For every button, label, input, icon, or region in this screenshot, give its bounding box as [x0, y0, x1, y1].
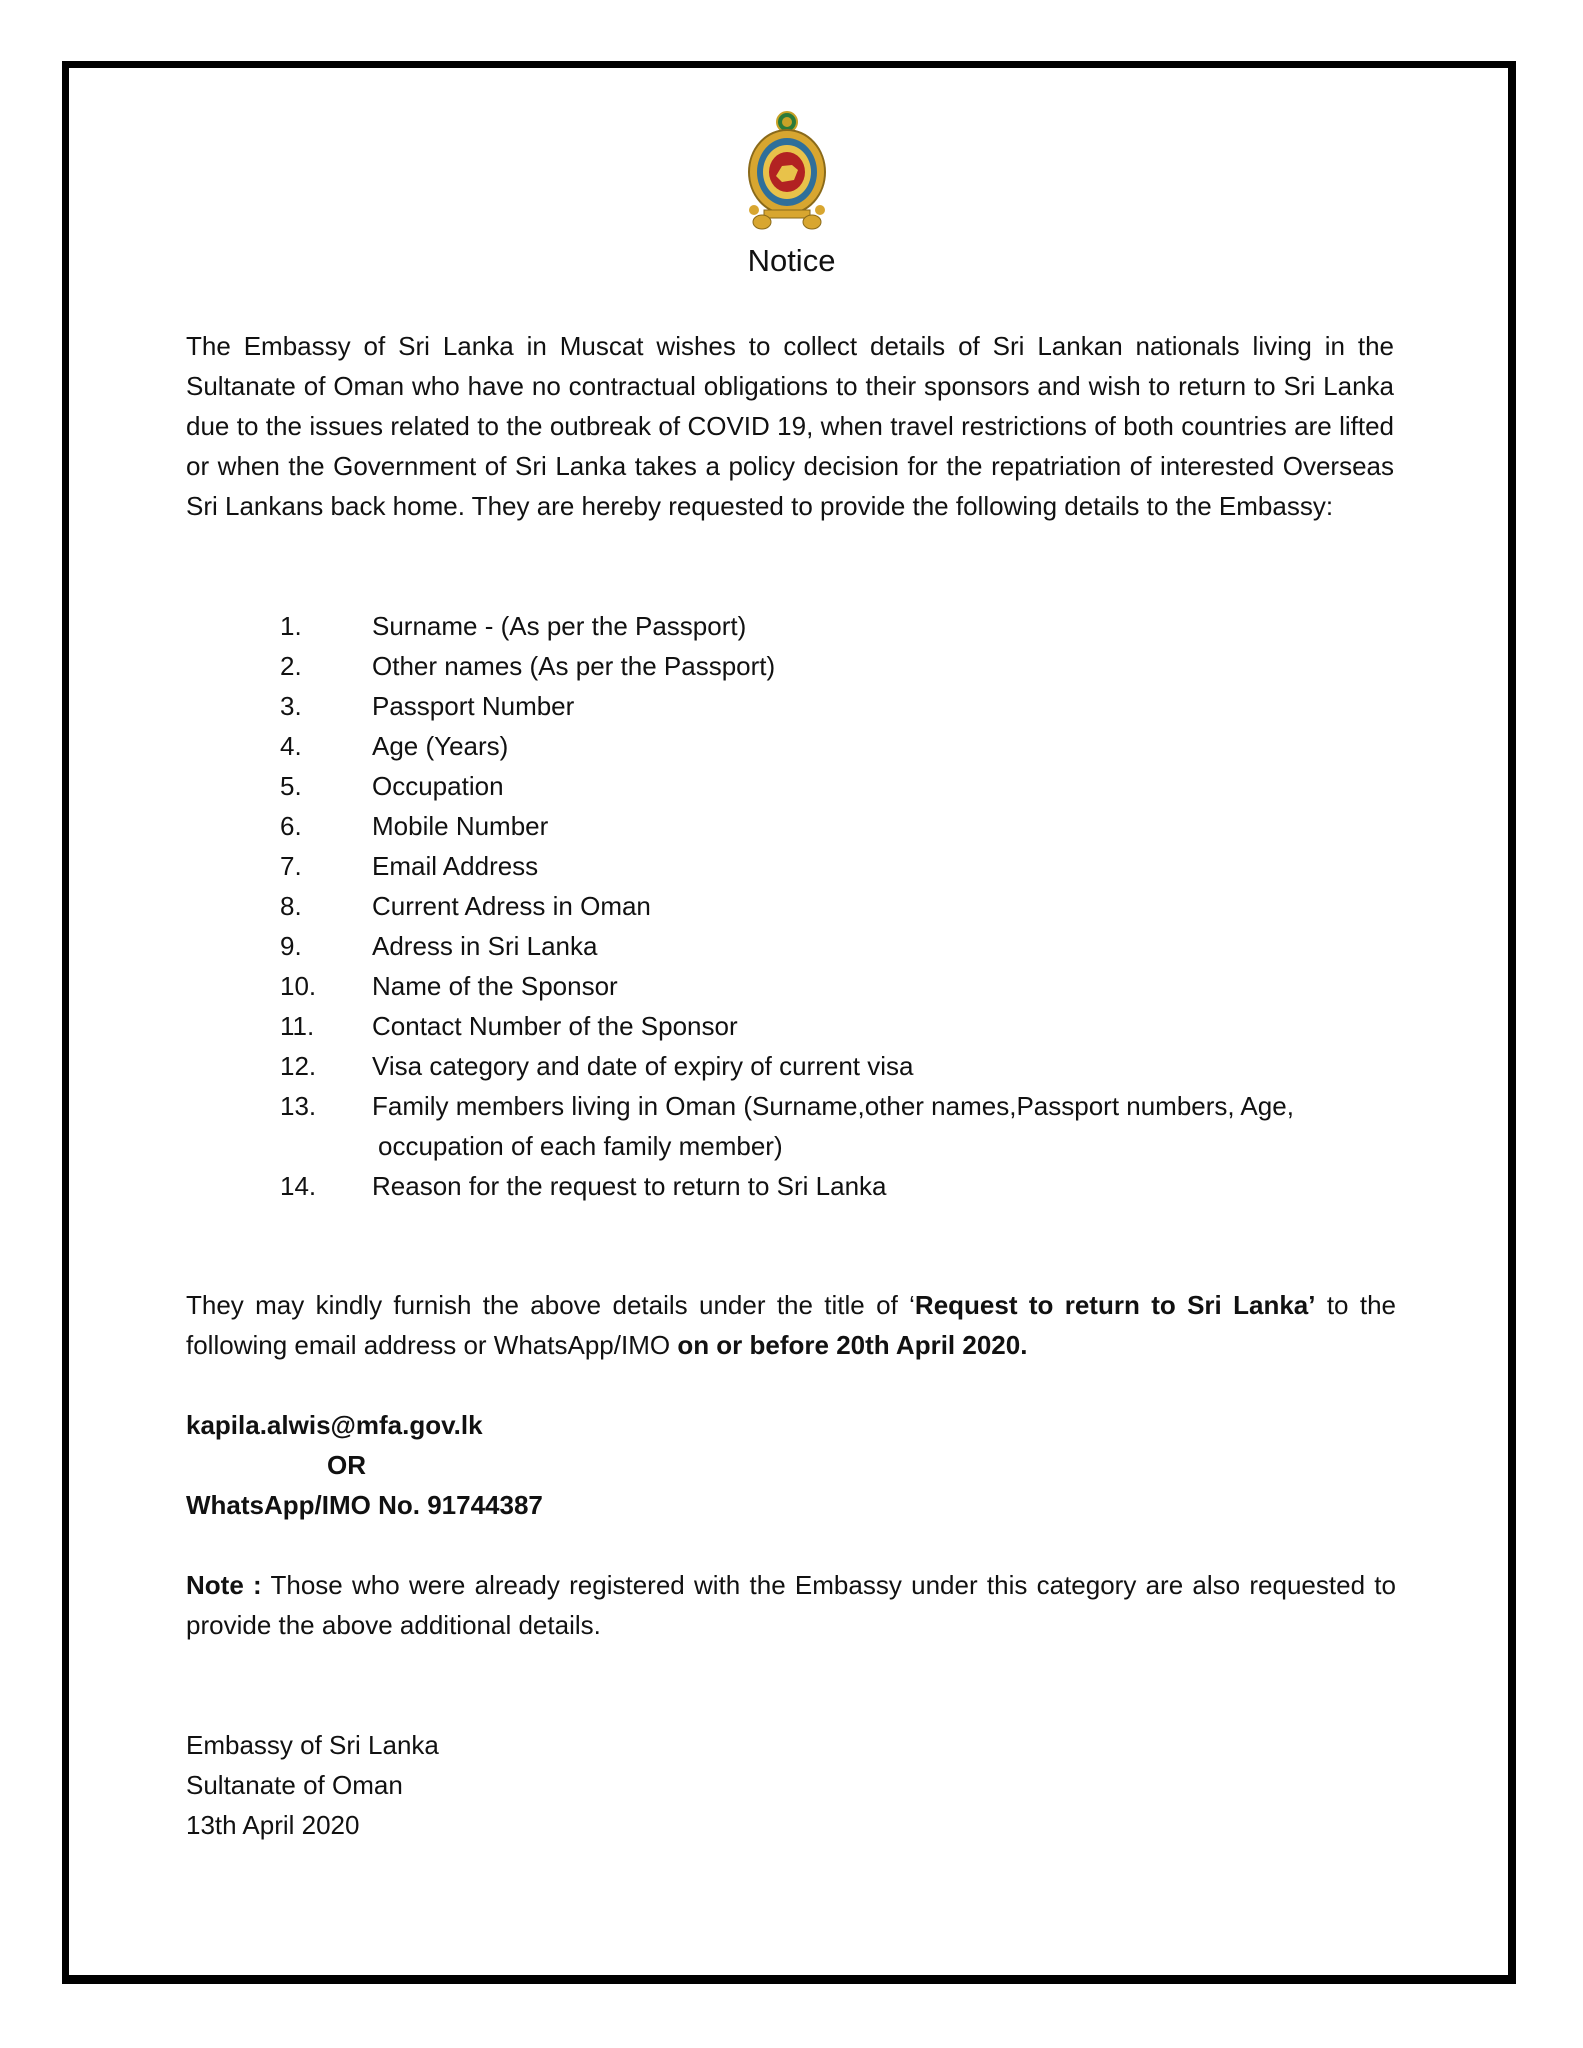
note-label: Note :	[186, 1570, 262, 1600]
contact-or: OR	[327, 1450, 366, 1480]
request-subject: Request to return to Sri Lanka’	[914, 1290, 1316, 1320]
intro-paragraph: The Embassy of Sri Lanka in Muscat wishes to collect details of Sri Lankan nationals living in the Sultanate of Oman who have no contractual obligations to their sponsors and wish to return to Sri Lanka due to the issues related to the outbreak of COVID 19, when travel restrictions of both countries are lifted or when the Government of Sri Lanka takes a policy decision for the repatriation of interested Overseas Sri Lankans back home. They are hereby requested to provide the following details to the Embassy:	[186, 331, 1394, 521]
list-item-continuation: occupation of each family member)	[378, 1131, 783, 1161]
notice-title: Notice	[747, 243, 836, 278]
signature-line-1: Embassy of Sri Lanka	[186, 1730, 439, 1760]
request-deadline: on or before 20th April 2020.	[677, 1330, 1028, 1360]
request-paragraph: They may kindly furnish the above details under the title of ‘Request to return to Sri Lanka’ to the following email address or WhatsApp/IMO on or before 20th April 2020.	[186, 1290, 1397, 1360]
signature-date: 13th April 2020	[186, 1810, 360, 1840]
contact-email[interactable]: kapila.alwis@mfa.gov.lk	[186, 1410, 483, 1440]
sri-lanka-emblem-icon	[742, 110, 832, 235]
contact-whatsapp: WhatsApp/IMO No. 91744387	[186, 1490, 543, 1520]
signature-line-2: Sultanate of Oman	[186, 1770, 403, 1800]
list-item-text: Family members living in Oman (Surname,other names,Passport numbers, Age,	[372, 1091, 1294, 1121]
note-paragraph: Note : Those who were already registered with the Embassy under this category are also requested to provide the above additional details.	[186, 1570, 1396, 1640]
